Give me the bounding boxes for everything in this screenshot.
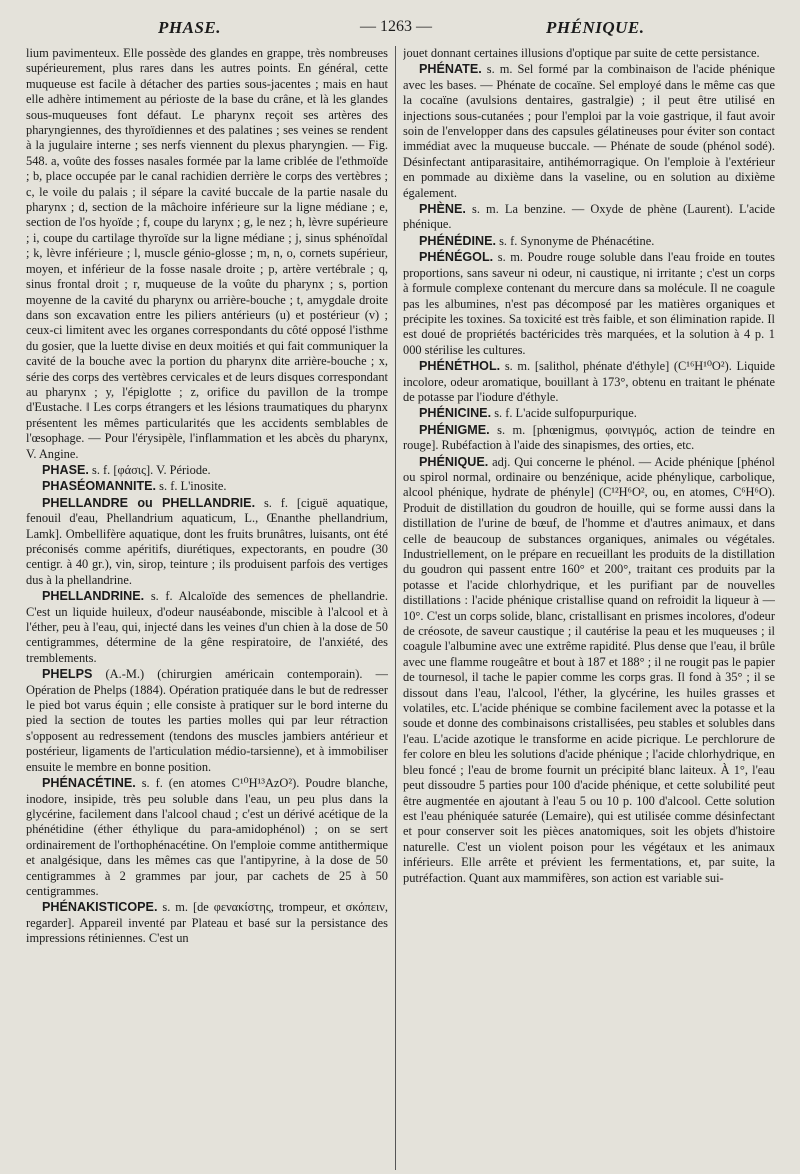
entry-text: s. f. [φάσις]. V. Période. <box>92 462 211 477</box>
entry-text: s. f. [ciguë aquatique, fenouil d'eau, Phellandrium aquaticum, L., Œnanthe phellandrium, Lamk]. Ombellifère aquatique, dont les fruits brunâtres, luisants, ont été préconisés comme apéritifs, diurétiques, expectorants, en poudre (30 centigr. à 40 gr.), vin, sirop, teinture ; ils produisent parfois des vertiges dus à la phellandrine. <box>26 495 388 587</box>
dictionary-entry <box>403 250 775 358</box>
dictionary-entry <box>26 667 388 775</box>
dictionary-entry <box>403 359 775 405</box>
left-column <box>26 46 388 1170</box>
dictionary-entry <box>403 406 775 421</box>
page-number: — 1263 — <box>360 18 432 35</box>
entry-headword: PHASÉOMANNITE. <box>42 479 157 494</box>
entry-headword: PHÈNE. <box>419 202 466 217</box>
entry-text: jouet donnant certaines illusions d'optique par suite de cette persistance. <box>403 46 760 60</box>
entry-text: adj. Qui concerne le phénol. — Acide phénique [phénol ou spirol normal, ordinaire ou benzénique, acide phénylique, carbolique, alcool phénique, hydrate de phényle] (C¹²H⁶O², ou, en atomes, C⁶H⁶O). Produit de distillation du goudron de houille, qui se forme aussi dans la distillation de l'urine de bœuf, de l'homme et d'autres animaux, et dans celle de beaucoup de substances organiques, animales ou végétales. Industriellement, on le prépare en recueillant les produits de la distillation du goudron qui passent entre 160° et 200°, traitant ces produits par la potasse et l'acide chlorhydrique, et les purifiant par de nouvelles distillations : l'acide phénique cristallise quand on refroidit la liqueur à — 10°. C'est un corps solide, blanc, cristallisant en prismes incolores, d'odeur de créosote, de saveur caustique ; il cautérise la peau et les muqueuses ; il coagule l'albumine avec une extrême rapidité. Plus dense que l'eau, il brûle avec une flamme rougeâtre et bout à 187 et 188° ; il ne rougit pas le papier de tournesol, il tache le papier comme les corps gras. Il fond à 35° ; il se dissout dans l'eau, l'alcool, l'éther, la glycérine, les huiles grasses et volatiles, etc. L'acide phénique se combine facilement avec la potasse et la soude et donne des combinaisons cristallisées, peu stables et solubles dans l'eau. L'acide azotique le transforme en acide picrique. Le perchlorure de fer colore en bleu les solutions d'acide phénique ; l'acide chlorhydrique, en bleu foncé ; l'eau de brome fournit un précipité blanc laiteux. À 1°, l'eau peut dissoudre 5 parties pour 100 d'acide phénique, et cette solubilité peut être augmentée en ajoutant à l'eau 5 ou 10 p. 100 d'alcool. Cette solution est l'eau phéniquée saturée (Lemaire), qui est utilisée comme désinfectant et pour conserver soit les pièces anatomiques, soit les objets d'histoire naturelle. C'est un violent poison pour les végétaux et les animaux inférieurs. Elle arrête et prévient les fermentations, et, par suite, la putréfaction. Quant aux mammifères, son action est variable sui- <box>403 454 775 885</box>
dictionary-entry <box>26 463 388 478</box>
entry-text: s. f. L'inosite. <box>159 479 227 494</box>
entry-headword: PHELLANDRE ou PHELLANDRIE. <box>42 495 256 510</box>
dictionary-entry <box>26 479 388 494</box>
entry-headword: PHÉNÉTHOL. <box>419 359 501 374</box>
entry-headword: PHÉNACÉTINE. <box>42 776 136 791</box>
entry-headword: PHÉNATE. <box>419 62 482 77</box>
entry-headword: PHÉNIGME. <box>419 422 490 437</box>
entry-headword: PHELLANDRINE. <box>42 589 145 604</box>
dictionary-entry <box>26 496 388 588</box>
dictionary-entry <box>403 46 775 61</box>
running-header <box>0 18 800 44</box>
right-column <box>403 46 775 1170</box>
entry-text: (A.-M.) (chirurgien américain contemporain). — Opération de Phelps (1884). Opération pratiquée dans le but de redresser le pied bot varus équin ; elle consiste à pratiquer sur le bord interne du pied la section de toutes les parties molles qui par leur rétraction s'opposent au redressement (tendons des muscles jambiers antérieur et postérieur, ligaments de l'articulation médio-tarsienne), et à immobiliser ensuite le membre en bonne position. <box>26 667 388 774</box>
entry-text: s. m. [de φενακίστης, trompeur, et σκόπειν, regarder]. Appareil inventé par Plateau et basé sur la persistance des impressions rétiniennes. C'est un <box>26 900 388 946</box>
entry-text: s. m. Sel formé par la combinaison de l'acide phénique avec les bases. — Phénate de cocaïne. Sel employé dans le même cas que la cocaïne (avulsions dentaires, gastralgie) ; il peut être utilisé en injections sous-cutanées ; pour l'emploi par la voie gastrique, il faut avoir soin de l'envelopper dans des capsules gélatineuses pour éviter son contact immédiat avec la muqueuse buccale. — Phénate de soude (phénol sodé). Désinfectant antiparasitaire, antihémorragique. On l'emploie à l'extérieur en pommade au dixième dans la vaseline, ou en solution au dixième également. <box>403 62 775 200</box>
header-left-guideword: PHASE. <box>158 18 221 37</box>
entry-text: s. f. Synonyme de Phénacétine. <box>499 233 655 248</box>
entry-headword: PHASE. <box>42 462 89 477</box>
dictionary-entry <box>403 423 775 454</box>
dictionary-entry <box>403 202 775 233</box>
entry-text: s. f. Alcaloïde des semences de phellandrie. C'est un liquide huileux, d'odeur nauséabonde, miscible à l'alcool et à l'éther, peu à l'eau, qui, injecté dans les veines d'un chien à la dose de 50 centigrammes, détermine de la gêne respiratoire, de l'anxiété, des tremblements. <box>26 589 388 665</box>
dictionary-entry <box>403 455 775 886</box>
entry-text: s. f. L'acide sulfopurpurique. <box>494 406 637 421</box>
header-right-guideword: PHÉNIQUE. <box>546 18 645 37</box>
entry-headword: PHÉNÉDINE. <box>419 233 496 248</box>
entry-headword: PHÉNAKISTICOPE. <box>42 900 158 915</box>
dictionary-entry <box>26 900 388 946</box>
entry-headword: PHÉNIQUE. <box>419 454 489 469</box>
entry-headword: PHÉNICINE. <box>419 406 492 421</box>
entry-text: s. m. La benzine. — Oxyde de phène (Laurent). L'acide phénique. <box>403 202 775 232</box>
dictionary-entry <box>26 589 388 666</box>
entry-text: s. m. Poudre rouge soluble dans l'eau froide en toutes proportions, sans saveur ni odeur, ni caustique, ni irritante ; c'est un corps à formule complexe contenant du mercure dans sa molécule. Il ne coagule pas les albumines, n'est pas décomposé par les matières organiques et précipite les toxines. Sa toxicité est très faible, et son élimination rapide. Il est doué de propriétés bactéricides très marquées, et la solution à 4 p. 1 000 stérilise les cultures. <box>403 250 775 357</box>
entry-headword: PHÉNÉGOL. <box>419 250 494 265</box>
entry-text: lium pavimenteux. Elle possède des glandes en grappe, très nombreuses supérieurement, plus rares dans les autres points. En général, cette muqueuse est facile à détacher des parties sous-jacentes ; mais en haut elle adhère intimement au périoste de la base du crâne, et là les glandes sous-muqueuses font défaut. Le pharynx reçoit ses artères des pharyngiennes, des thyroïdiennes et des palatines ; ses veines se rendent à la jugulaire interne ; ses nerfs viennent du plexus pharyngien. — Fig. 548. a, voûte des fosses nasales formée par la lame criblée de l'ethmoïde ; b, place occupée par le canal rachidien derrière le corps des vertèbres ; c, le voile du palais ; il sépare la cavité buccale de la partie nasale du pharynx ; d, section de la mâchoire inférieure sur la ligne médiane ; e, section de l'os hyoïde ; f, coupe du larynx ; g, le nez ; h, lèvre supérieure ; i, coupe du cartilage thyroïde sur la ligne médiane ; j, sinus sphénoïdal ; k, lèvre inférieure ; l, muscle génio-glosse ; m, n, o, cornets supérieur, moyen, et inférieur de la fosse nasale droite ; p, artère vertébrale ; q, sinus frontal droit ; r, muqueuse de la voûte du pharynx ; s, portion moyenne de la cavité du pharynx ou arrière-bouche ; t, amygdale droite dans son excavation entre les piliers antérieurs (u) et postérieur (v) ; ceux-ci limitent avec les organes correspondants du côté opposé l'isthme du gosier, que la luette divise en deux moitiés et qui fait communiquer la cavité de la bouche avec la portion du pharynx dite arrière-bouche ; x, série des corps des vertèbres cervicales et de leurs disques correspondant au pharynx ; y, l'épiglotte ; z, orifice du pavillon de la trompe d'Eustache. ‖ Les corps étrangers et les lésions traumatiques du pharynx présentent les mêmes particularités que les accidents semblables de l'œsophage. — Pour l'érysipèle, l'inflammation et les abcès du pharynx, V. Angine. <box>26 46 388 461</box>
entry-text: s. m. [phœnigmus, φοινιγμός, action de teindre en rouge]. Rubéfaction à l'aide des sinapismes, des orties, etc. <box>403 422 775 453</box>
dictionary-entry <box>26 776 388 899</box>
dictionary-entry <box>403 234 775 249</box>
column-divider <box>395 46 396 1170</box>
entry-text: s. m. [salithol, phénate d'éthyle] (C¹⁶H¹⁰O²). Liquide incolore, odeur aromatique, bouillant à 173°, obtenu en traitant le phénate de potasse par l'iodure d'éthyle. <box>403 359 775 404</box>
dictionary-entry <box>403 62 775 201</box>
entry-headword: PHELPS <box>42 667 93 682</box>
entry-text: s. f. (en atomes C¹⁰H¹³AzO²). Poudre blanche, inodore, insipide, très peu soluble dans l'eau, un peu plus dans la glycérine, facilement dans l'alcool chaud ; c'est un dérivé acétique de la phénétidine (éther éthylique du para-amidophénol) ; on se sert ordinairement de l'orthophénacétine. On l'emploie comme antithermique et analgésique, dans les mêmes cas que l'antipyrine, à la dose de 50 centigrammes à 2 grammes par jour, par cachets de 25 à 50 centigrammes. <box>26 776 388 898</box>
dictionary-entry <box>26 46 388 462</box>
